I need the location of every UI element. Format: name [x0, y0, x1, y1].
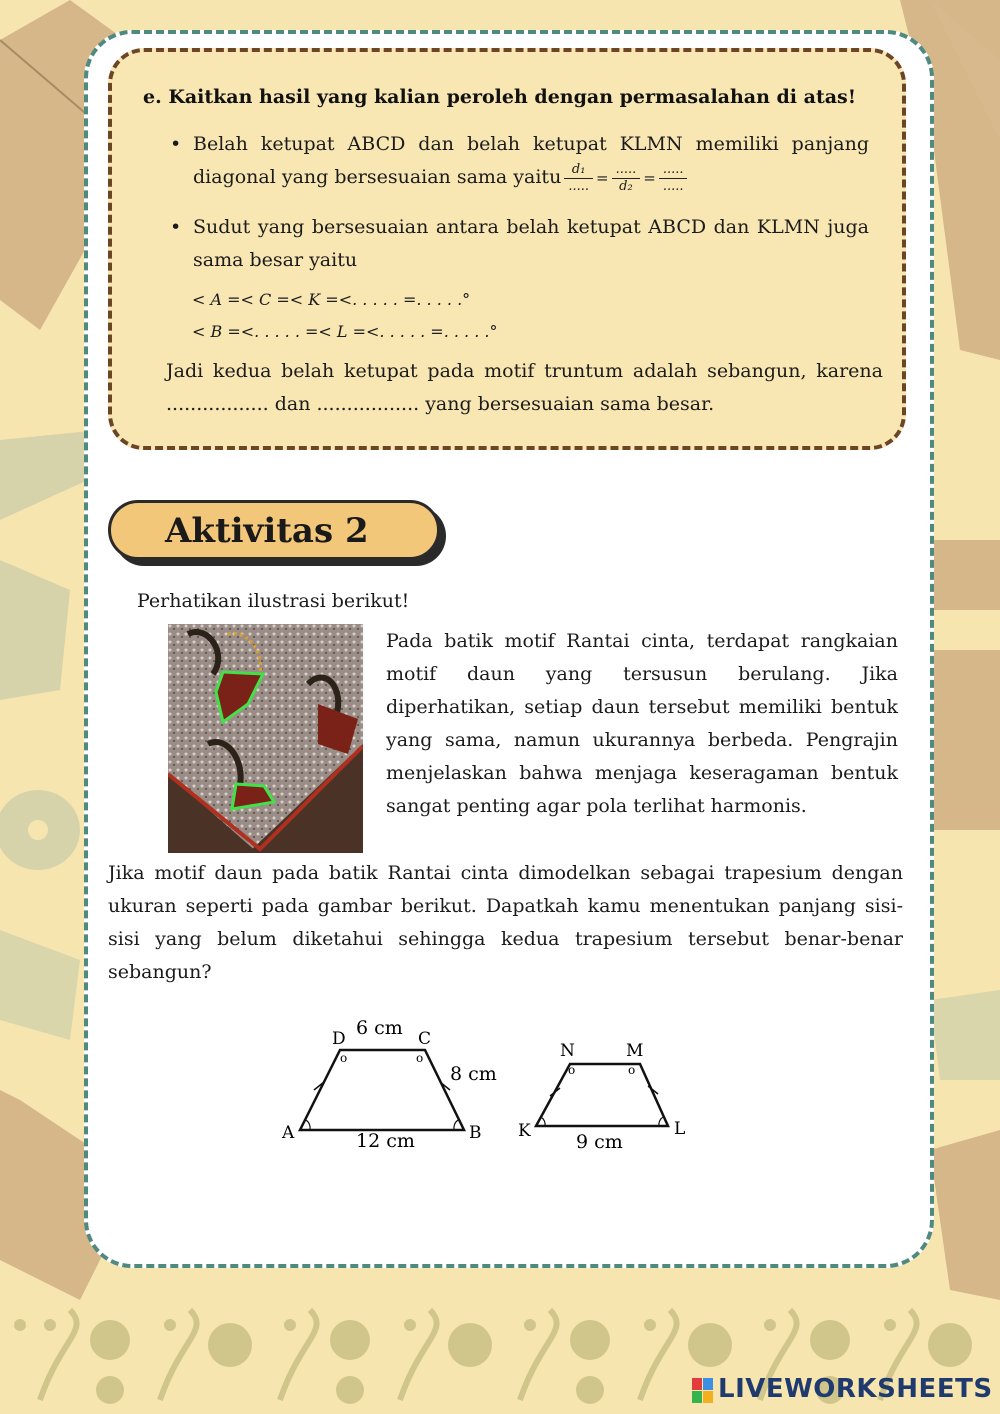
fraction-2-den: d₂ — [619, 178, 633, 194]
vertex-a: A — [282, 1123, 295, 1143]
fraction-1 — [564, 162, 593, 195]
activity-paragraph-1: Pada batik motif Rantai cinta, terdapat rangkaian motif daun yang tersusun berulang. Jika diperhatikan, setiap daun tersebut memiliki bentuk yang sama, namun ukurannya berbeda. Pengrajin menjelaskan bahwa menjaga keseragaman bentuk sangat penting agar pola terlihat harmonis. — [386, 630, 898, 817]
equals-sign: = — [595, 169, 609, 187]
fraction-3-num[interactable]: ..... — [659, 162, 688, 179]
fraction-2-num[interactable]: ..... — [612, 162, 641, 179]
bullet-angles — [170, 211, 869, 277]
label-base-12cm: 12 cm — [356, 1130, 415, 1152]
angle-mark-m: o — [628, 1063, 636, 1077]
brand-wordmark[interactable]: LIVEWORKSHEETS — [718, 1374, 993, 1404]
fraction-1-num: d₁ — [564, 162, 593, 179]
angle-equation-2[interactable]: < B =<. . . . . =< L =<. . . . . =. . . . .° — [192, 322, 498, 341]
fraction-1-den[interactable]: ..... — [568, 178, 589, 194]
trapezium-diagram — [270, 1010, 710, 1160]
angle-mark-d: o — [340, 1051, 348, 1065]
vertex-b: B — [469, 1123, 482, 1143]
bullet-angles-text: Sudut yang bersesuaian antara belah ketupat ABCD dan KLMN juga sama besar yaitu — [193, 216, 869, 271]
label-side-8cm: 8 cm — [450, 1063, 497, 1085]
trapezium-klmn — [518, 1041, 685, 1153]
angle-equation-1[interactable]: < A =< C =< K =<. . . . . =. . . . .° — [192, 290, 471, 309]
vertex-c: C — [418, 1029, 432, 1049]
task-title: e. Kaitkan hasil yang kalian peroleh dengan permasalahan di atas! — [143, 86, 857, 108]
fraction-3-den[interactable]: ..... — [662, 178, 684, 194]
angle-mark-n: o — [568, 1063, 576, 1077]
activity-badge: Aktivitas 2 — [108, 500, 440, 560]
vertex-m: M — [626, 1041, 644, 1061]
vertex-d: D — [332, 1029, 346, 1049]
bullet-diagonal-line2: diagonal yang bersesuaian sama yaitu — [193, 166, 562, 188]
fraction-3 — [659, 162, 688, 195]
bullet-diagonal — [170, 128, 869, 161]
bullet-diagonal-line2-wrap — [170, 161, 870, 195]
fraction-2 — [612, 162, 641, 195]
trapezium-abcd — [281, 1017, 497, 1152]
activity-paragraph-2: Jika motif daun pada batik Rantai cinta dimodelkan sebagai trapesium dengan ukuran seperti pada gambar berikut. Dapatkah kamu menentukan panjang sisi-sisi yang belum diketahui sehingga kedua trapesium tersebut benar-benar sebangun? — [108, 862, 903, 983]
label-top-6cm: 6 cm — [356, 1017, 403, 1039]
equals-sign: = — [643, 169, 656, 187]
vertex-n: N — [560, 1041, 575, 1061]
vertex-k: K — [518, 1121, 531, 1141]
vertex-l: L — [674, 1119, 686, 1139]
angle-mark-c: o — [416, 1051, 424, 1065]
batik-photo — [168, 624, 363, 853]
activity-intro: Perhatikan ilustrasi berikut! — [137, 590, 410, 612]
liveworksheets-logo-icon — [692, 1378, 714, 1404]
task-bullet-list — [170, 128, 870, 277]
bullet-diagonal-line1: Belah ketupat ABCD dan belah ketupat KLMN memiliki panjang — [193, 133, 869, 155]
task-conclusion[interactable]: Jadi kedua belah ketupat pada motif truntum adalah sebangun, karena ................. dan ................. yang bersesuaian sama besar. — [166, 360, 883, 415]
label-base-9cm: 9 cm — [576, 1131, 623, 1153]
